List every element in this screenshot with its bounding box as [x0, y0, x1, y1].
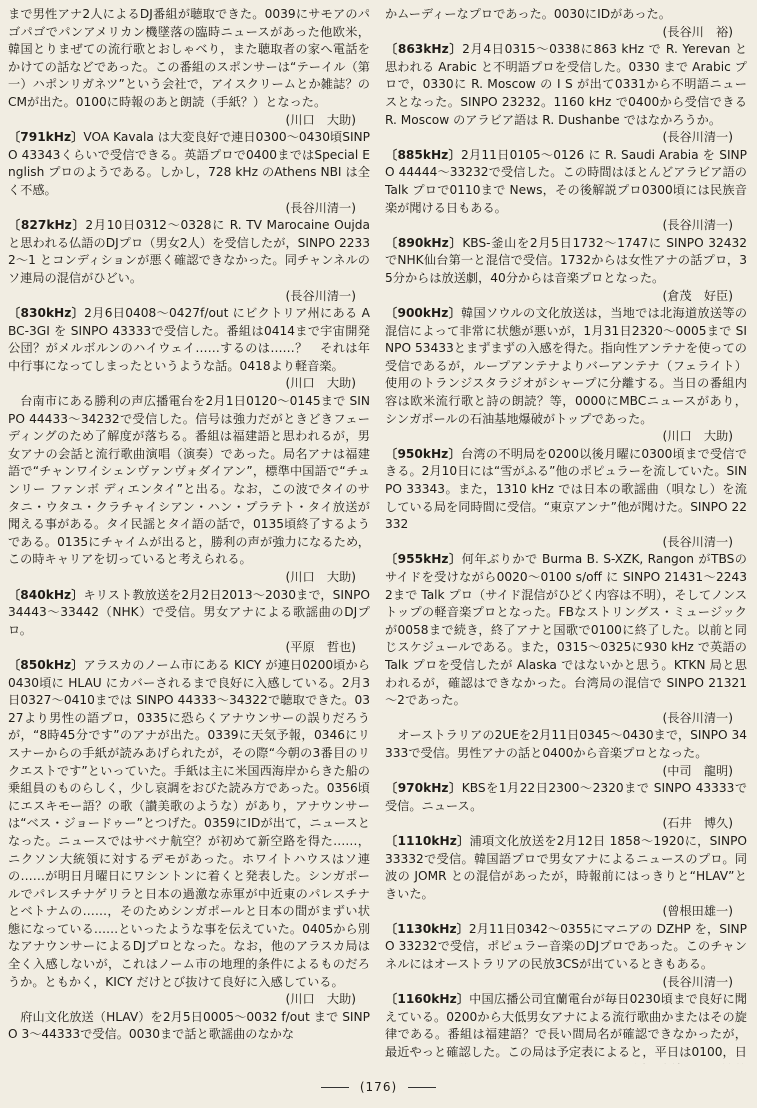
- frequency-label: 〔 950kHz 〕: [385, 447, 461, 461]
- report-863: [385, 41, 747, 129]
- report-827: [8, 217, 370, 287]
- author: ( 長谷川清一 ): [385, 974, 747, 992]
- frequency-label: 〔 1130kHz 〕: [385, 922, 469, 936]
- report-body: 2月6日0408～0427f/out にビクトリア州にある ABC-3GI を SINPO 43333で受信した。番組は0414まで宇宙開発公団？がメルボルンのハイウェイ……するのは……？ それは年中行事になってしまったというような話。0418より軽音楽。: [8, 306, 370, 373]
- report-850: [8, 657, 370, 991]
- author: ( 川口 大助 ): [8, 112, 370, 130]
- report-body: 浦項文化放送を2月12日 1858～1920に，SINPO 33332で受信。韓国語プロで男女アナによるニュースのプロ。同波の JOMR との混信があったが，時報前にはっきりと“HLAV”ときいた。: [385, 833, 747, 901]
- author: ( 長谷川清一 ): [385, 710, 747, 728]
- frequency-label: 〔 830kHz 〕: [8, 306, 84, 320]
- page-number: 176: [365, 1080, 392, 1094]
- frequency-label: 〔 955kHz 〕: [385, 552, 462, 566]
- author: ( 曾根田雄一 ): [385, 903, 747, 921]
- author: ( 川口 大助 ): [8, 991, 370, 1009]
- report-list: [8, 129, 370, 393]
- frequency-label: 〔 827kHz 〕: [8, 218, 85, 232]
- report-body: KBSを1月22日2300～2320まで SINPO 43333で受信。ニュース。: [385, 781, 747, 813]
- author: ( 石井 博久 ): [385, 815, 747, 833]
- report-body: 韓国ソウルの文化放送は，当地では北海道放送等の混信によって非常に状態が悪いが，1月31日2320～0005まで SINPO 53433とまずまずの入感を得た。指向性アンテナを使っての受信であるが，ループアンテナよりバーアンテナ（フェライト）使用のトランジスタラジオがシャープに分離する。当日の番組内容は欧米流行歌と詩の朗読？等，0000にMBCニュースがあり，シンガポールの石油基地爆破がトップであった。: [385, 306, 747, 426]
- report-885: [385, 147, 747, 217]
- author: ( 長谷川清一 ): [8, 288, 370, 306]
- author: ( 長谷川清一 ): [8, 200, 370, 218]
- report-body: 何年ぶりかで Burma B. S-XZK, Rangon がTBSのサイドを受けながら0020～0100 s/off に SINPO 21431～22432まで Talk プロ（サイド混信がひどく内容は不明），そしてノンストップの軽音楽プロとなった。FBなストリングス・ミュージックが0058まで続き，終了アナと国歌で0100に終了した。以前と同じスケジュールである。また，0315～0325に930 kHz で英語の Talk プロを受信したが Alaska ではないかと思う。KTKN 局と思われるが，確認はできなかった。台湾局の混信で SINPO 21321～2であった。: [385, 552, 747, 708]
- report-body: キリスト教放送を2月2日2013～2030まで，SINPO 34443～33442（NHK）で受信。男女アナによる歌謡曲のDJプロ。: [8, 587, 370, 637]
- report-body: 中国広播公司宜蘭電台が毎日0230頃まで良好に聞えている。0200から大低男女アナによる流行歌曲かまたはその旋律である。番組は福建語？で長い間局名が確認できなかったが，最近やっと確認した。この局は予定表によると，平日は0100，日: [385, 992, 747, 1060]
- report-body: VOA Kavala は大変良好で連日0300～0430頃SINPO 43343くらいで受信できる。英語プロで0400まではSpecial English プロのようである。しかし，728 kHz のAthens NBI は全く不感。: [8, 130, 370, 197]
- frequency-label: 〔 890kHz 〕: [385, 236, 462, 250]
- report-body: 台南市にある勝利の声広播電台を2月1日0120～0145まで SINPO 44433～34232で受信した。信号は強力だがときどきフェーディングのため了解度が落ちる。番組は福建語と思われるが，男女アナの会話と流行歌曲演唱（演奏）であった。局名アナは福建語で“チャンワイシェンヴァンヴォダイアン”，標準中国語で“チュンリー ファンボ ディエンタイ”と出る。なお，この波でタイのサタニ・ウタユ・クラチャイシアン・ハン・プラテト・タイ放送が聞える事がある。タイ民謡とタイ語の話で，0135頃終了するようである。0135にチャイムが出ると，勝利の声が強力になるため，この時キャリアを切っていると考えられる。: [8, 394, 370, 567]
- report-body: 2月11日0105～0126 に R. Saudi Arabia を SINPO 44444～33232で受信した。この時間はほとんどアラビア語の Talk プロで0110まで News，その後解説プロ0300頃には民族音楽が聞ける日もある。: [385, 147, 747, 215]
- author: ( 川口 大助 ): [8, 375, 370, 393]
- report-890: [385, 235, 747, 288]
- report-1130: [385, 921, 747, 974]
- report-791: [8, 129, 370, 199]
- author: ( 中司 龍明 ): [385, 763, 747, 781]
- author: ( 平原 哲也 ): [8, 639, 370, 657]
- report-900: [385, 305, 747, 428]
- report-830: [8, 305, 370, 375]
- report-body: 台湾の不明局を0200以後月曜に0300頃まで受信できる。2月10日には“雪がふる”他のポピュラーを流していた。SINPO 33343。また，1310 kHz では日本の歌謡曲（唄なし）を流している局を同時間に受信。“東京アンナ”他が聞けた。SINPO 22332: [385, 446, 747, 532]
- report-840: [8, 587, 370, 640]
- frequency-label: 〔 840kHz 〕: [8, 588, 83, 602]
- author: ( 川口 大助 ): [385, 428, 747, 446]
- report-body: 2月11日0342～0355にマニアの DZHP を，SINPO 33232で受信，ポピュラー音楽のDJプロであった。このチャンネルにはオーストラリアの民放3CSが出ているときもある。: [385, 921, 747, 972]
- author: ( 長谷川清一 ): [385, 534, 747, 552]
- report-955: [385, 551, 747, 709]
- right-column: [385, 6, 747, 1064]
- report-970: [385, 780, 747, 815]
- author: ( 川口 大助 ): [8, 569, 370, 587]
- report-1110: [385, 833, 747, 903]
- lead-text: かムーディーなプロであった。0030にIDがあった。: [385, 7, 671, 21]
- author: ( 長谷川清一 ): [385, 129, 747, 147]
- frequency-label: 〔 1160kHz 〕: [385, 992, 469, 1006]
- report-950: [385, 446, 747, 534]
- report-body: アラスカのノーム市にある KICY が連日0200頃から0430頃に HLAU にカバーされるまで良好に入感している。2月3日0327～0410までは SINPO 44333～34322で聴取できた。0327より男性の語プロ，0335に恐らくアナウンサーの誤りだろうが，“8時45分です”のアナが出た。0339に天気予報，0346にリスナーからの手紙が読みあげられたが，その際“今朝の3番目のリクエストです”といっていた。手紙は主に米国西海岸からきた船の乗組員のものらしく，少し哀調をおびた読み方であった。0356頃にエスキモー語？の歌（讃美歌のような）があり，アナウンサーは“ベス・ジョードゥー”とつげた。0359にIDが出て，ニュースとなった。ニュースではサベナ航空？が初めて新空路を得た……，ニクソン大統領に対するデモがあった。ホワイトハウスはソ連の……が明日月曜日にワシントンに着くと発表した。シンガポールでパレスチナゲリラと日本の過激な赤軍が中近東のパレスチナとベトナムの……，そのためシンガポールと日本の間がまずい状態になっている……といったような事を伝えていた。0405から別なアナウンサーによるDJプロとなった。なお，他のアラスカ局は全く入感しないが，これはノーム市の地理的条件によるものだろうか。ともかく，KICY だけとび抜けて良好に入感している。: [8, 657, 370, 989]
- left-column: [8, 6, 370, 1064]
- report-body: KBS-釜山を2月5日1732～1747に SINPO 32432でNHK仙台第一と混信で受信。1732からは女性アナの話プロ，35分からは放送劇，40分からは音楽プロとなった。: [385, 235, 747, 285]
- frequency-label: 〔 885kHz 〕: [385, 148, 461, 162]
- page-number-open: (: [359, 1080, 366, 1094]
- frequency-label: 〔 970kHz 〕: [385, 781, 462, 795]
- report-body: 府山文化放送（HLAV）を2月5日0005～0032 f/out まで SINPO 3～44333で受信。0030まで話と歌謡曲のなかな: [8, 1009, 370, 1042]
- report-body: 2月4日0315～0338に863 kHz で R. Yerevan と思われる Arabic と不明語プロを受信した。0330 まで Arabic プロで，0330に R. Moscow の I S が出て0331から不明語ニュースとなった。SINPO 23232。1160 kHz で0400から受信できる R. Moscow のアラビア語は R. Dushanbe ではなかろうか。: [385, 42, 747, 127]
- report-tainan: [8, 393, 370, 569]
- lead-paragraph: [385, 6, 747, 24]
- footer-rule-right: [408, 1087, 436, 1088]
- frequency-label: 〔 900kHz 〕: [385, 306, 461, 320]
- lead-text: まで男性アナ2人によるDJ番組が聴取できた。0039にサモアのパゴパゴでパンアメリカン機墜落の臨時ニュースがあった他欧米，韓国とりまぜての流行歌とおしゃべり，また聴取者の家へ電話をかけての話などであった。この番組のスポンサーは“テーイル（第一）ハポンリガネツ”という会社で，アイスクリームとか雑誌？のCMが出た。0100に時報のあと朗読（手紙？）となった。: [8, 7, 370, 109]
- report-body: 2月10日0312～0328に R. TV Marocaine Oujda と思われる仏語のDJプロ（男女2人）を受信したが，SINPO 22332～1 とコンディションが悪く確認できなかった。同チャンネルのソ連局の混信がひどい。: [8, 218, 370, 285]
- frequency-label: 〔 850kHz 〕: [8, 658, 84, 672]
- page-number-close: ): [391, 1080, 398, 1094]
- report-1160: [385, 991, 747, 1064]
- report-2ue: [385, 727, 747, 762]
- frequency-label: 〔 791kHz 〕: [8, 130, 83, 144]
- page-footer: [0, 1080, 757, 1094]
- footer-rule-left: [321, 1087, 349, 1088]
- report-body: オーストラリアの2UEを2月11日0345～0430まで，SINPO 34333で受信。男性アナの話と0400から音楽プロとなった。: [385, 728, 747, 760]
- frequency-label: 〔 863kHz 〕: [385, 42, 462, 56]
- lead-paragraph: [8, 6, 370, 112]
- author: ( 倉茂 好臣 ): [385, 288, 747, 306]
- report-hlav-start: [8, 1009, 370, 1044]
- frequency-label: 〔 1110kHz 〕: [385, 834, 470, 848]
- author: ( 長谷川 裕 ): [385, 24, 747, 42]
- author: ( 長谷川清一 ): [385, 217, 747, 235]
